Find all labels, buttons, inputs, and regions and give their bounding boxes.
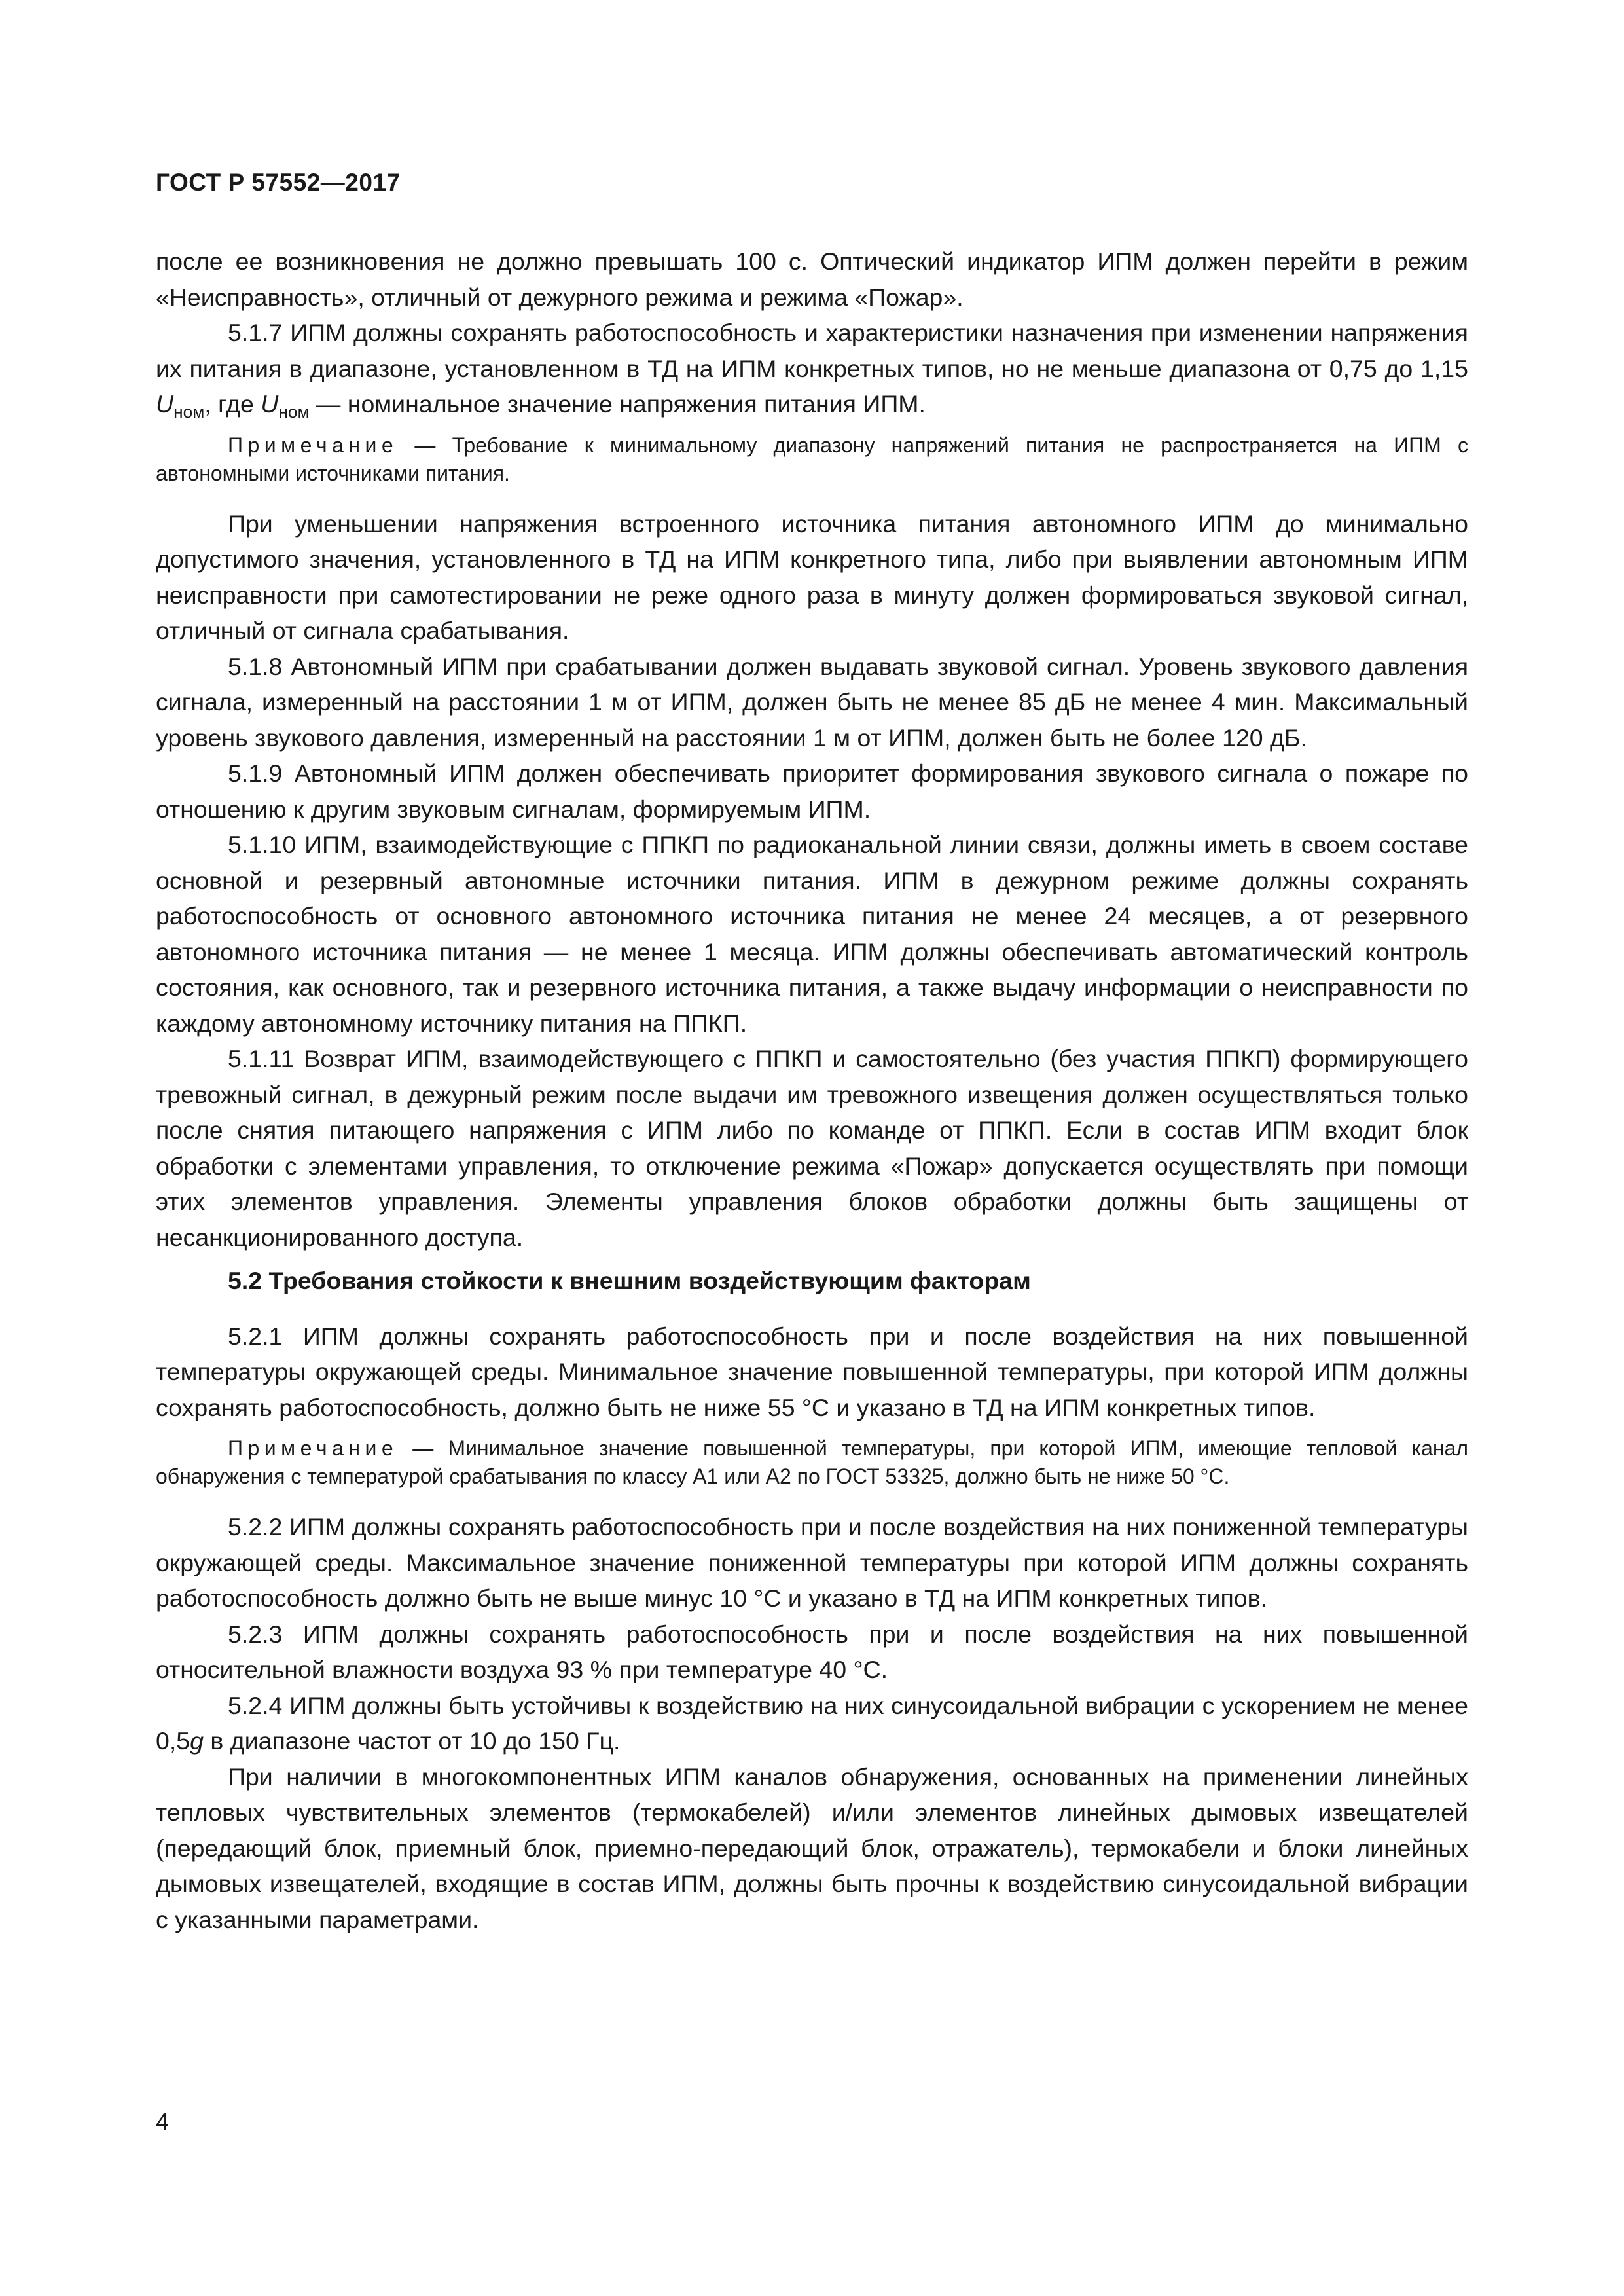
- paragraph-5-2-1: 5.2.1 ИПМ должны сохранять работоспособность при и после воздействия на них повышенной температуры окружающей среды. Минимальное значение повышенной температуры, при которой ИПМ должны сохранять работоспособность, должно быть не ниже 55 °С и указано в ТД на ИПМ конкретных типов.: [156, 1322, 1468, 1421]
- document-body: [156, 244, 1468, 1937]
- note-label: Примечание: [228, 433, 399, 457]
- paragraph-5-2-2: 5.2.2 ИПМ должны сохранять работоспособность при и после воздействия на них пониженной температуры окружающей среды. Максимальное значение пониженной температуры при которой ИПМ должны сохранять работоспособность должно быть не выше минус 10 °С и указано в ТД на ИПМ конкретных типов.: [156, 1513, 1468, 1612]
- symbol-u: U: [261, 390, 279, 418]
- symbol-g: g: [190, 1727, 204, 1755]
- section-heading-5-2: 5.2 Требования стойкости к внешним воздействующим факторам: [228, 1267, 1031, 1294]
- paragraph: При уменьшении напряжения встроенного источника питания автономного ИПМ до минимально допустимого значения, установленного в ТД на ИПМ конкретного типа, либо при выявлении автономным ИПМ неисправности при самотестировании не реже одного раза в минуту должен формироваться звуковой сигнал, отличный от сигнала срабатывания.: [156, 509, 1468, 644]
- paragraph-5-2-3: 5.2.3 ИПМ должны сохранять работоспособность при и после воздействия на них повышенной относительной влажности воздуха 93 % при температуре 40 °С.: [156, 1620, 1468, 1683]
- text-run: в диапазоне частот от 10 до 150 Гц.: [204, 1727, 621, 1755]
- document-header: ГОСТ Р 57552—2017: [156, 169, 401, 196]
- symbol-u: U: [156, 390, 174, 418]
- paragraph: При наличии в многокомпонентных ИПМ каналов обнаружения, основанных на применении линейных тепловых чувствительных элементов (термокабелей) и/или элементов линейных дымовых извещателей (передающий блок, приемный блок, приемно-передающий блок, отражатель), термокабели и блоки линейных дымовых извещателей, входящие в состав ИПМ, должны быть прочны к воздействию синусоидальной вибрации с указанными параметрами.: [156, 1762, 1468, 1933]
- page-number: 4: [156, 2108, 170, 2135]
- paragraph-5-2-4: [156, 1688, 1468, 1759]
- paragraph: после ее возникновения не должно превышать 100 с. Оптический индикатор ИПМ должен перейти в режим «Неисправность», отличный от дежурного режима и режима «Пожар».: [156, 247, 1468, 311]
- note-label: Примечание: [228, 1436, 399, 1460]
- paragraph-5-1-8: 5.1.8 Автономный ИПМ при срабатывании должен выдавать звуковой сигнал. Уровень звукового давления сигнала, измеренный на расстоянии 1 м от ИПМ, должен быть не менее 85 дБ не менее 4 мин. Максимальный уровень звукового давления, измеренный на расстоянии 1 м от ИПМ, должен быть не более 120 дБ.: [156, 652, 1468, 752]
- paragraph-5-1-11: 5.1.11 Возврат ИПМ, взаимодействующего с ППКП и самостоятельно (без участия ППКП) формирующего тревожный сигнал, в дежурный режим после выдачи им тревожного извещения должен осуществляться только после снятия питающего напряжения с ИПМ либо по команде от ППКП. Если в состав ИПМ входит блок обработки с элементами управления, то отключение режима «Пожар» допускается осуществлять при помощи этих элементов управления. Элементы управления блоков обработки должны быть защищены от несанкционированного доступа.: [156, 1045, 1468, 1251]
- note-text: — Требование к минимальному диапазону напряжений питания не распространяется на ИПМ с автономными источниками питания.: [156, 433, 1468, 485]
- paragraph-5-1-9: 5.1.9 Автономный ИПМ должен обеспечивать приоритет формирования звукового сигнала о пожаре по отношению к другим звуковым сигналам, формируемым ИПМ.: [156, 759, 1468, 823]
- paragraph-5-1-7: [156, 315, 1468, 422]
- text-run: 5.1.7 ИПМ должны сохранять работоспособность и характеристики назначения при изменении напряжения их питания в диапазоне, установленном в ТД на ИПМ конкретных типов, но не меньше диапазона от 0,75 до 1,15: [156, 319, 1468, 382]
- note-1: [156, 431, 1468, 488]
- text-run: , где: [204, 390, 261, 418]
- subscript-nom: ном: [173, 402, 205, 422]
- note-text: — Минимальное значение повышенной температуры, при которой ИПМ, имеющие тепловой канал обнаружения с температурой срабатывания по классу А1 или А2 по ГОСТ 53325, должно быть не ниже 50 °С.: [156, 1436, 1468, 1488]
- note-2: [156, 1434, 1468, 1491]
- text-run: — номинальное значение напряжения питания ИПМ.: [309, 390, 926, 418]
- text-run: 5.2.4 ИПМ должны быть устойчивы к воздействию на них синусоидальной вибрации с ускорением не менее 0,5: [156, 1691, 1468, 1755]
- subscript-nom: ном: [278, 402, 310, 422]
- paragraph-5-1-10: 5.1.10 ИПМ, взаимодействующие с ППКП по радиоканальной линии связи, должны иметь в своем составе основной и резервный автономные источники питания. ИПМ в дежурном режиме должны сохранять работоспособность от основного автономного источника питания не менее 24 месяцев, а от резервного автономного источника питания — не менее 1 месяца. ИПМ должны обеспечивать автоматический контроль состояния, как основного, так и резервного источника питания, а также выдачу информации о неисправности по каждому автономному источнику питания на ППКП.: [156, 831, 1468, 1037]
